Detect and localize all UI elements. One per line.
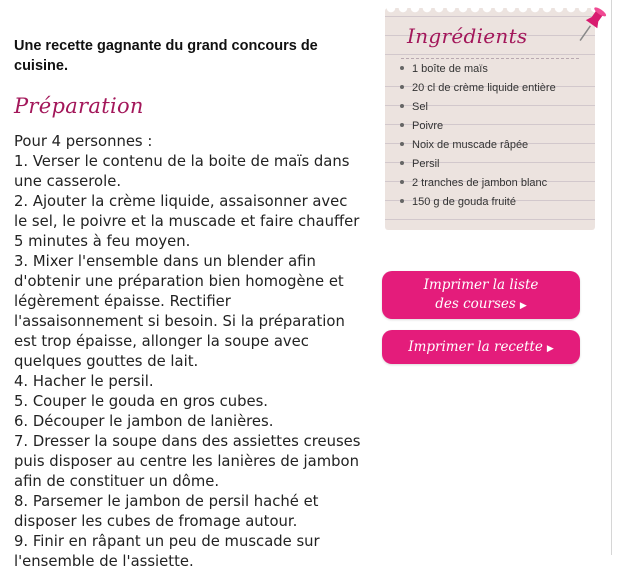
print-list-label-line1: Imprimer la liste (423, 277, 539, 293)
column-divider (611, 0, 612, 555)
card-torn-edge (385, 8, 595, 20)
step-item: 6. Découper le jambon de lanières. (14, 413, 274, 430)
bullet-icon (400, 142, 404, 146)
ingredient-item: Sel (400, 98, 556, 117)
print-list-label-line2: des courses (435, 296, 516, 312)
print-recipe-label: Imprimer la recette (408, 339, 543, 355)
preparation-steps (14, 132, 364, 572)
ingredient-item: 2 tranches de jambon blanc (400, 174, 556, 193)
bullet-icon (400, 85, 404, 89)
ingredient-item: Persil (400, 155, 556, 174)
step-item: 3. Mixer l'ensemble dans un blender afin d'obtenir une préparation bien homogène et légèrement épaisse. Rectifier l'assaisonnement si besoin. Si la préparation est trop épaisse, allonger la soupe avec quelques gouttes de lait. (14, 253, 345, 370)
bullet-icon (400, 180, 404, 184)
bullet-icon (400, 161, 404, 165)
step-item: Pour 4 personnes : (14, 133, 153, 150)
bullet-icon (400, 123, 404, 127)
step-item: 2. Ajouter la crème liquide, assaisonner avec le sel, le poivre et la muscade et faire chauffer 5 minutes à feu moyen. (14, 193, 360, 250)
print-shopping-list-button[interactable] (382, 271, 580, 319)
card-divider (401, 58, 579, 59)
step-item: 9. Finir en râpant un peu de muscade sur l'ensemble de l'assiette. (14, 533, 320, 570)
bullet-icon (400, 199, 404, 203)
ingredient-item: Noix de muscade râpée (400, 136, 556, 155)
bullet-icon (400, 104, 404, 108)
pushpin-icon (574, 4, 608, 46)
ingredient-item: 20 cl de crème liquide entière (400, 79, 556, 98)
preparation-title: Préparation (14, 94, 144, 118)
step-item: 4. Hacher le persil. (14, 373, 154, 390)
print-recipe-button[interactable] (382, 330, 580, 364)
recipe-intro: Une recette gagnante du grand concours de cuisine. (14, 38, 318, 74)
ingredient-item: 1 boîte de maïs (400, 60, 556, 79)
ingredient-item: 150 g de gouda fruité (400, 193, 556, 212)
ingredients-title: Ingrédients (407, 24, 528, 48)
step-item: 1. Verser le contenu de la boite de maïs dans une casserole. (14, 153, 350, 190)
bullet-icon (400, 66, 404, 70)
step-item: 5. Couper le gouda en gros cubes. (14, 393, 268, 410)
recipe-main (14, 36, 364, 572)
step-item: 8. Parsemer le jambon de persil haché et disposer les cubes de fromage autour. (14, 493, 319, 530)
ingredients-list (400, 60, 556, 212)
arrow-right-icon: ▶ (519, 301, 527, 311)
step-item: 7. Dresser la soupe dans des assiettes creuses puis disposer au centre les lanières de jambon afin de constituer un dôme. (14, 433, 361, 490)
ingredient-item: Poivre (400, 117, 556, 136)
arrow-right-icon: ▶ (546, 344, 554, 354)
